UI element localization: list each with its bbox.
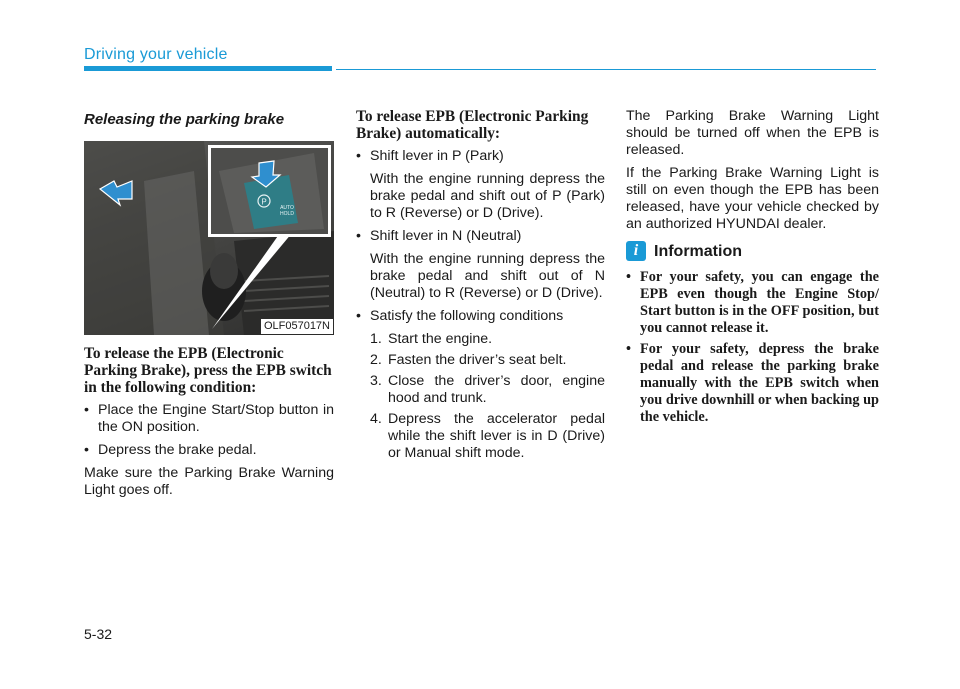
condition-item [356,352,605,369]
column-middle [356,108,605,466]
warning-light-paragraph: The Parking Brake Warning Light should be turned off when the EPB is released. [626,108,879,158]
list-item-detail: With the engine running depress the brake pedal and shift out of N (Neutral) to R (Reverse) or D (Drive). [370,251,605,301]
epb-photo-illustration [84,141,334,335]
header-rule-thick [84,66,332,71]
information-title: Information [654,242,742,260]
list-item: • Shift lever in P (Park) [356,148,605,165]
condition-text: Fasten the driver’s seat belt. [388,352,567,368]
epb-release-subheading: To release the EPB (Electronic Parking Brake), press the EPB switch in the following condition: [84,345,332,396]
condition-item [356,373,605,407]
column-left [84,108,334,505]
condition-number: 2. [370,352,382,368]
dealer-paragraph: If the Parking Brake Warning Light is still on even though the EPB has been released, have your vehicle checked by an authorized HYUNDAI dealer. [626,165,879,232]
closing-paragraph: Make sure the Parking Brake Warning Light goes off. [84,465,334,498]
page-number: 5-32 [84,626,113,642]
list-item: • Place the Engine Start/Stop button in the ON position. [84,402,334,436]
condition-text: Depress the accelerator pedal while the shift lever is in D (Drive) or Manual shift mode. [388,411,605,461]
list-item: • Satisfy the following conditions [356,308,605,325]
information-item: • For your safety, depress the brake pedal and release the parking brake manually with the EPB switch when you drive downhill or when backing up the vehicle. [626,341,879,426]
switch-auto-label: AUTO [280,205,294,211]
epb-photo [84,141,334,335]
list-item: • Shift lever in N (Neutral) [356,228,605,245]
condition-number: 4. [370,411,382,427]
condition-number: 3. [370,373,382,389]
information-header [626,241,879,261]
section-heading: Releasing the parking brake [84,111,285,128]
condition-text: Close the driver’s door, engine hood and trunk. [388,373,605,406]
list-item: • Depress the brake pedal. [84,442,334,459]
switch-p-label: P [261,197,267,207]
header-rule-thin [336,69,876,70]
condition-item [356,331,605,348]
list-item-detail: With the engine running depress the brake pedal and shift out of P (Park) to R (Reverse) or D (Drive). [370,171,605,221]
switch-hold-label: HOLD [280,211,294,217]
column-right [626,108,879,430]
auto-release-subheading: To release EPB (Electronic Parking Brake) automatically: [356,108,589,142]
section-header-title: Driving your vehicle [84,46,228,63]
condition-text: Start the engine. [388,331,493,347]
condition-item [356,411,605,462]
photo-code-label: OLF057017N [261,319,333,334]
information-item: • For your safety, you can engage the EPB even though the Engine Stop/ Start button is in the OFF position, but you cannot release it. [626,269,879,337]
info-icon: i [626,241,646,261]
condition-number: 1. [370,331,382,347]
